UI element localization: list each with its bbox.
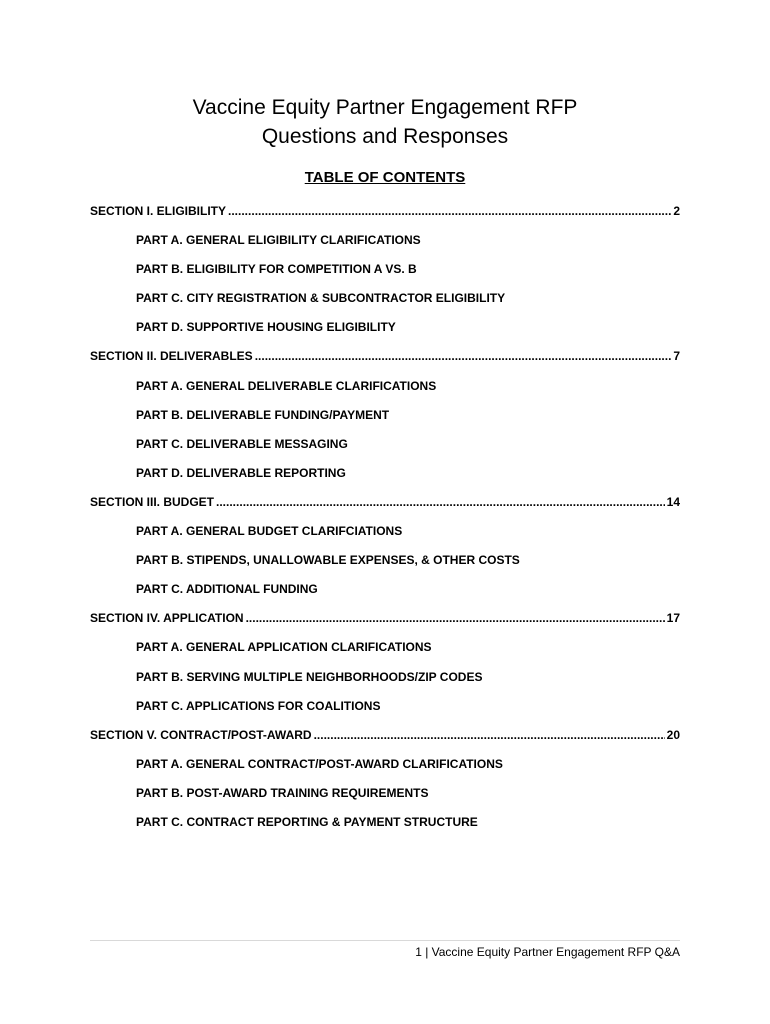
table-of-contents [0,199,770,839]
toc-section-entry[interactable] [90,199,680,228]
toc-section-entry[interactable] [90,344,680,373]
footer-divider [90,940,680,941]
toc-section-entry[interactable] [90,490,680,519]
toc-part-entry[interactable]: PART C. APPLICATIONS FOR COALITIONS [136,698,381,713]
toc-leader-dots [246,606,665,630]
toc-section-entry[interactable] [90,723,680,752]
page-footer: 1 | Vaccine Equity Partner Engagement RFP Q&A [415,945,680,959]
toc-part-entry[interactable]: PART B. SERVING MULTIPLE NEIGHBORHOODS/ZIP CODES [136,669,483,684]
toc-page-number: 20 [666,727,680,742]
document-title-line-1: Vaccine Equity Partner Engagement RFP [192,96,578,119]
toc-section-label: SECTION III. BUDGET [90,494,215,509]
toc-section-label: SECTION II. DELIVERABLES [90,349,253,364]
toc-section-label: SECTION I. ELIGIBILITY [90,204,227,218]
toc-part-entry[interactable]: PART C. CONTRACT REPORTING & PAYMENT STRUCTURE [136,814,478,829]
toc-part-entry[interactable]: PART A. GENERAL CONTRACT/POST-AWARD CLARIFICATIONS [136,756,503,771]
toc-leader-dots [216,490,665,514]
toc-section-entry[interactable] [90,606,680,635]
toc-part-entry[interactable]: PART B. POST-AWARD TRAINING REQUIREMENTS [136,785,429,800]
toc-section-label: SECTION V. CONTRACT/POST-AWARD [90,727,312,742]
toc-page-number: 2 [673,204,680,218]
document-title-line-2: Questions and Responses [261,125,509,148]
toc-part-entry[interactable]: PART B. STIPENDS, UNALLOWABLE EXPENSES, & OTHER COSTS [136,553,520,568]
toc-leader-dots [228,199,671,223]
toc-heading-text: TABLE OF CONTENTS [304,169,466,186]
toc-page-number: 14 [666,494,680,509]
toc-part-entry[interactable]: PART C. ADDITIONAL FUNDING [136,582,318,597]
toc-part-entry[interactable]: PART C. DELIVERABLE MESSAGING [136,436,348,451]
toc-section-label: SECTION IV. APPLICATION [90,611,244,626]
toc-leader-dots [314,723,665,747]
toc-page-number: 7 [673,349,680,364]
toc-part-entry[interactable]: PART D. DELIVERABLE REPORTING [136,465,346,480]
toc-part-entry[interactable]: PART B. ELIGIBILITY FOR COMPETITION A VS. B [136,262,417,277]
toc-part-entry[interactable]: PART D. SUPPORTIVE HOUSING ELIGIBILITY [136,320,396,335]
toc-part-entry[interactable]: PART C. CITY REGISTRATION & SUBCONTRACTOR ELIGIBILITY [136,291,506,306]
toc-part-entry[interactable]: PART A. GENERAL BUDGET CLARIFCIATIONS [136,524,403,539]
toc-part-entry[interactable]: PART B. DELIVERABLE FUNDING/PAYMENT [136,407,390,422]
toc-leader-dots [255,344,672,368]
toc-heading [0,168,770,188]
toc-part-entry[interactable]: PART A. GENERAL APPLICATION CLARIFICATIONS [136,640,432,655]
toc-part-entry[interactable]: PART A. GENERAL ELIGIBILITY CLARIFICATIONS [136,233,421,248]
toc-part-entry[interactable]: PART A. GENERAL DELIVERABLE CLARIFICATIONS [136,378,437,393]
toc-page-number: 17 [666,611,680,626]
